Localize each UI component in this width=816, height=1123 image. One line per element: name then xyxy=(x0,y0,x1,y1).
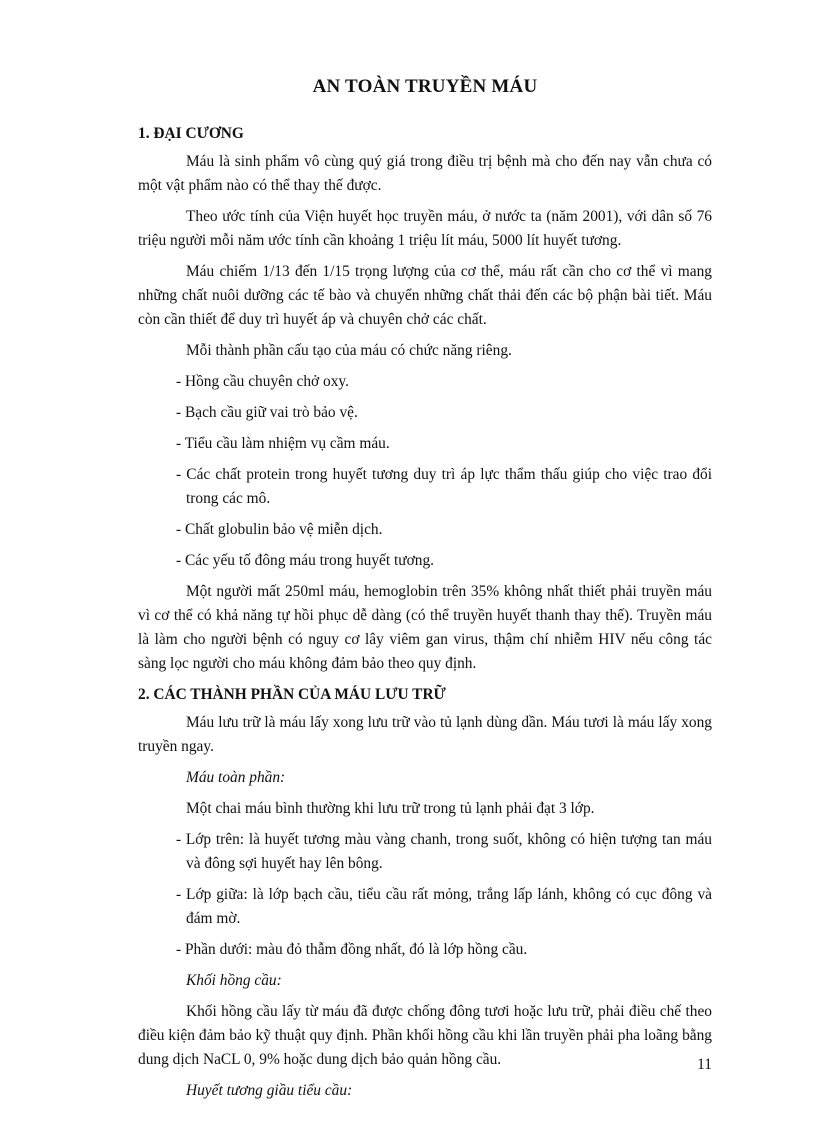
section-heading-1: 1. ĐẠI CƯƠNG xyxy=(138,125,244,142)
paragraph: Một người mất 250ml máu, hemoglobin trên 35% không nhất thiết phải truyền máu vì cơ thể có khả năng tự hồi phục dễ dàng (có thể truyền huyết thanh thay thế). Truyền máu là làm cho người bệnh có nguy cơ lây viêm gan virus, thậm chí nhiễm HIV nếu công tác sàng lọc người cho máu không đảm bảo theo quy định. xyxy=(138,583,712,672)
paragraph: Máu chiếm 1/13 đến 1/15 trọng lượng của cơ thể, máu rất cần cho cơ thể vì mang những chất nuôi dưỡng các tế bào và chuyển những chất thải đến các bộ phận bài tiết. Máu còn cần thiết để duy trì huyết áp và chuyên chở các chất. xyxy=(138,263,712,328)
subheading: Máu toàn phần: xyxy=(186,769,286,786)
paragraph: Khối hồng cầu lấy từ máu đã được chống đông tươi hoặc lưu trữ, phải điều chế theo điều kiện đảm bảo kỹ thuật quy định. Phần khối hồng cầu khi lần truyền phải pha loãng bằng dung dịch NaCL 0, 9% hoặc dung dịch bảo quản hồng cầu. xyxy=(138,1003,712,1068)
list-item: - Lớp giữa: là lớp bạch cầu, tiểu cầu rất mỏng, trắng lấp lánh, không có cục đông và đám mờ. xyxy=(176,886,712,927)
list-item: - Phần dưới: màu đỏ thẫm đồng nhất, đó là lớp hồng cầu. xyxy=(176,941,528,958)
subheading: Huyết tương giầu tiểu cầu: xyxy=(186,1082,353,1099)
paragraph: Máu lưu trữ là máu lấy xong lưu trữ vào tủ lạnh dùng dần. Máu tươi là máu lấy xong truyền ngay. xyxy=(138,714,712,755)
section-heading-2: 2. CÁC THÀNH PHẦN CỦA MÁU LƯU TRỮ xyxy=(138,686,446,703)
list-item: - Tiểu cầu làm nhiệm vụ cầm máu. xyxy=(176,435,390,452)
list-item: - Các chất protein trong huyết tương duy trì áp lực thẩm thấu giúp cho việc trao đổi trong các mô. xyxy=(176,466,712,507)
paragraph: Theo ước tính của Viện huyết học truyền máu, ở nước ta (năm 2001), với dân số 76 triệu người mỗi năm ước tính cần khoảng 1 triệu lít máu, 5000 lít huyết tương. xyxy=(138,208,712,249)
paragraph: Mỗi thành phần cấu tạo của máu có chức năng riêng. xyxy=(186,342,512,359)
list-item: - Các yếu tố đông máu trong huyết tương. xyxy=(176,552,434,569)
page-title: AN TOÀN TRUYỀN MÁU xyxy=(312,76,538,97)
document-page xyxy=(138,0,712,1123)
list-item: - Bạch cầu giữ vai trò bảo vệ. xyxy=(176,404,358,421)
list-item: - Chất globulin bảo vệ miễn dịch. xyxy=(176,521,383,538)
list-item: - Lớp trên: là huyết tương màu vàng chanh, trong suốt, không có hiện tượng tan máu và đông sợi huyết hay lên bông. xyxy=(176,831,712,872)
subheading: Khối hồng cầu: xyxy=(186,972,282,989)
paragraph: Máu là sinh phẩm vô cùng quý giá trong điều trị bệnh mà cho đến nay vẫn chưa có một vật phẩm nào có thể thay thế được. xyxy=(138,153,712,194)
paragraph: Một chai máu bình thường khi lưu trữ trong tủ lạnh phải đạt 3 lớp. xyxy=(186,800,595,817)
list-item: - Hồng cầu chuyên chở oxy. xyxy=(176,373,349,390)
page-number: 11 xyxy=(697,1056,712,1073)
document-body xyxy=(138,122,712,1110)
